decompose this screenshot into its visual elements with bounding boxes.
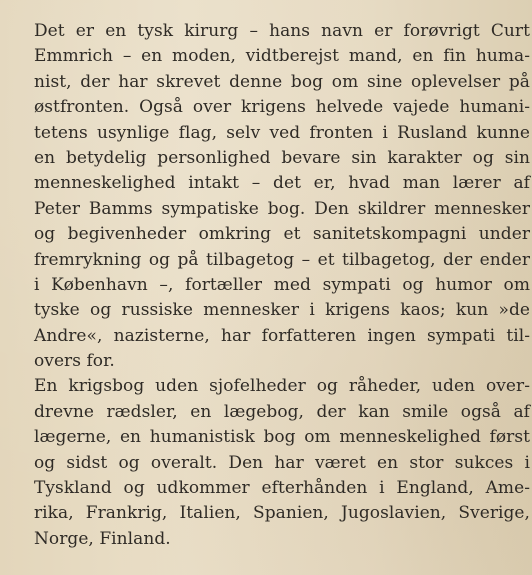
body-text — [34, 19, 530, 552]
text-line: rika, Frankrig, Italien, Spanien, Jugoslavien, Sverige, — [34, 503, 530, 524]
text-line: Andre«, nazisterne, har forfatteren ingen sympati til- — [34, 325, 530, 346]
text-line: og begivenheder omkring et sanitetskompagni under — [34, 224, 530, 245]
text-line: nist, der har skrevet denne bog om sine oplevelser på — [34, 71, 530, 92]
text-line: fremrykning og på tilbagetog – et tilbagetog, der ender — [34, 249, 530, 270]
text-line: overs for. — [34, 351, 115, 372]
text-line: Tyskland og udkommer efterhånden i England, Ame- — [34, 478, 530, 499]
text-line: menneskelighed intakt – det er, hvad man lærer af — [34, 173, 530, 194]
text-line: Peter Bamms sympatiske bog. Den skildrer mennesker — [34, 198, 530, 219]
text-line: lægerne, en humanistisk bog om menneskelighed først — [34, 427, 530, 448]
text-line: tyske og russiske mennesker i krigens kaos; kun »de — [34, 300, 530, 321]
text-line: Emmrich – en moden, vidtberejst mand, en fin huma- — [34, 46, 530, 67]
text-line: i København –, fortæller med sympati og humor om — [34, 274, 530, 295]
text-line: østfronten. Også over krigens helvede vajede humani- — [34, 97, 530, 118]
text-line: drevne rædsler, en lægebog, der kan smile også af — [34, 401, 530, 422]
text-line: Det er en tysk kirurg – hans navn er forøvrigt Curt — [34, 21, 530, 41]
text-line: og sidst og overalt. Den har været en stor sukces i — [34, 452, 530, 473]
text-line: en betydelig personlighed bevare sin karakter og sin — [34, 147, 530, 168]
text-line: tetens usynlige flag, selv ved fronten i Rusland kunne — [34, 122, 530, 143]
text-line: En krigsbog uden sjofelheder og råheder, uden over- — [34, 376, 530, 397]
text-line: Norge, Finland. — [34, 528, 171, 549]
